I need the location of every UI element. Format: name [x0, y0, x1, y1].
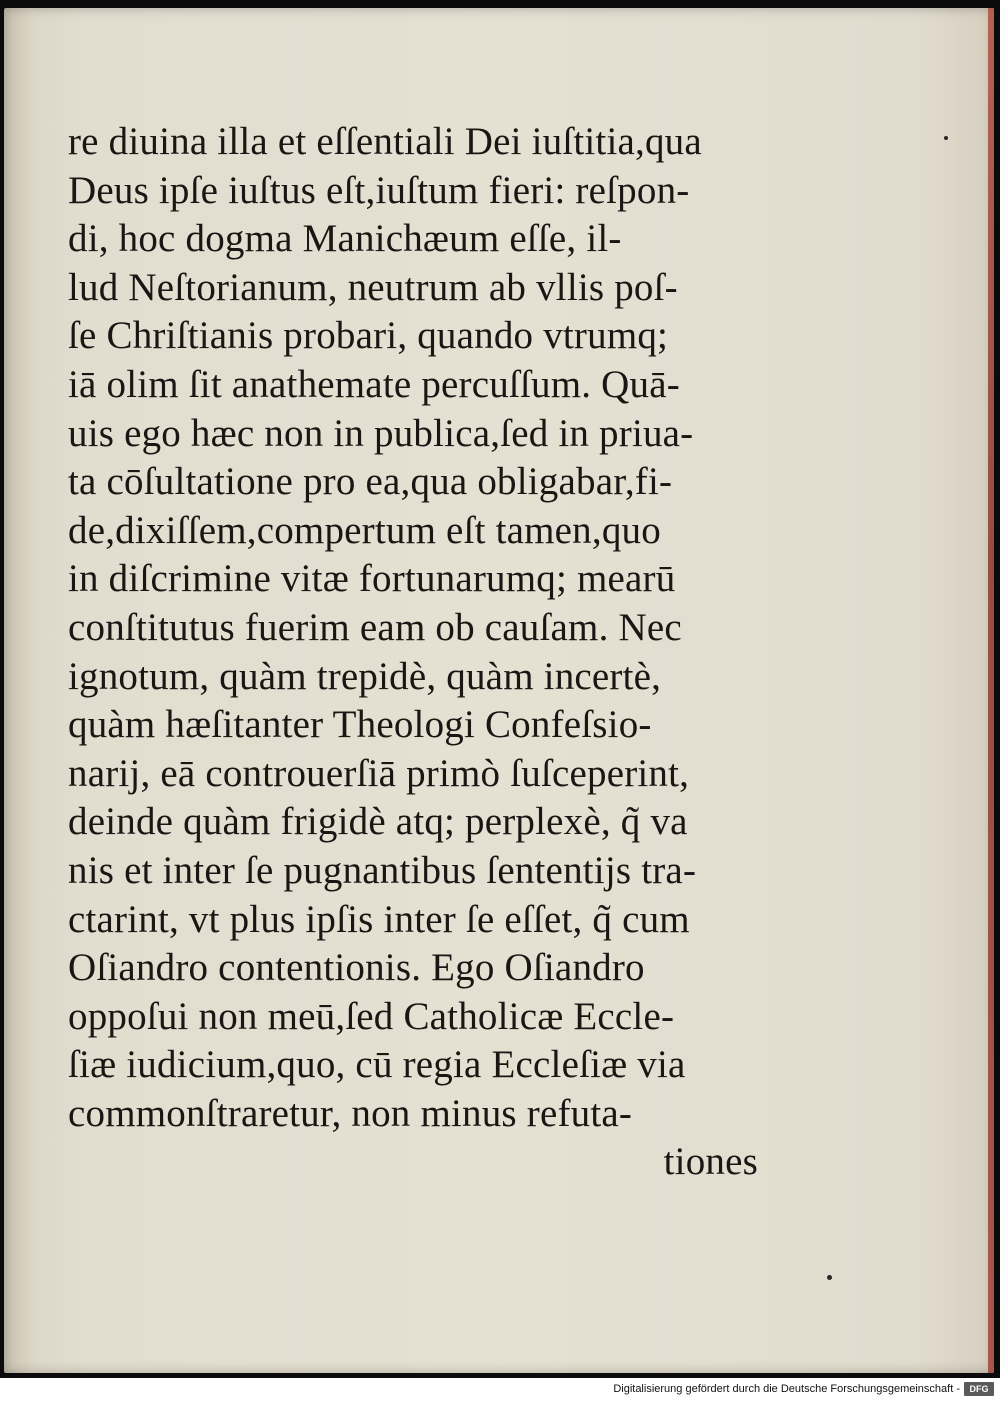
text-line: ignotum, quàm trepidè, quàm incertè, [68, 654, 662, 698]
dfg-logo: DFG [964, 1382, 994, 1396]
digitization-footer [0, 1378, 1000, 1401]
text-line: de,dixiſſem,compertum eſt tamen,quo [68, 508, 661, 552]
text-line: narij, eā controuerſiā primò ſuſceperint, [68, 751, 690, 795]
text-line: Deus ipſe iuſtus eſt,iuſtum fieri: reſpon- [68, 168, 690, 212]
text-line: Oſiandro contentionis. Ego Oſiandro [68, 946, 645, 990]
text-line: in diſcrimine vitæ fortunarumq; mearū [68, 557, 676, 601]
text-line: quàm hæſitanter Theologi Confeſsio- [68, 703, 652, 747]
text-line: uis ego hæc non in publica,ſed in priua- [68, 411, 694, 455]
text-line: ſiæ iudicium,quo, cū regia Eccleſiæ via [68, 1043, 686, 1087]
text-line: commonſtraretur, non minus refuta- [68, 1091, 633, 1135]
catchword: tiones [663, 1140, 758, 1184]
text-line: iā olim ſit anathemate percuſſum. Quā- [68, 362, 680, 406]
ink-speck [827, 1275, 832, 1280]
page-text [68, 118, 758, 1187]
text-line: ſe Chriſtianis probari, quando vtrumq; [68, 314, 669, 358]
text-line: deinde quàm frigidè atq; perplexè, q̃ va [68, 800, 688, 844]
text-line: lud Neſtorianum, neutrum ab vllis poſ- [68, 265, 678, 309]
text-line: nis et inter ſe pugnantibus ſententijs tra- [68, 848, 697, 892]
text-line: conſtitutus fuerim eam ob cauſam. Nec [68, 605, 682, 649]
text-line: oppoſui non meū,ſed Catholicæ Eccle- [68, 994, 675, 1038]
page-edge [988, 8, 994, 1373]
text-line: di, hoc dogma Manichæum eſſe, il- [68, 217, 622, 261]
text-line: re diuina illa et eſſentiali Dei iuſtitia,qua [68, 120, 702, 163]
text-line: ctarint, vt plus ipſis inter ſe eſſet, q̃ cum [68, 897, 690, 941]
text-line: ta cōſultatione pro ea,qua obligabar,fi- [68, 460, 673, 504]
ink-speck [944, 136, 948, 140]
funding-credit: Digitalisierung gefördert durch die Deutsche Forschungsgemeinschaft - [613, 1383, 960, 1395]
